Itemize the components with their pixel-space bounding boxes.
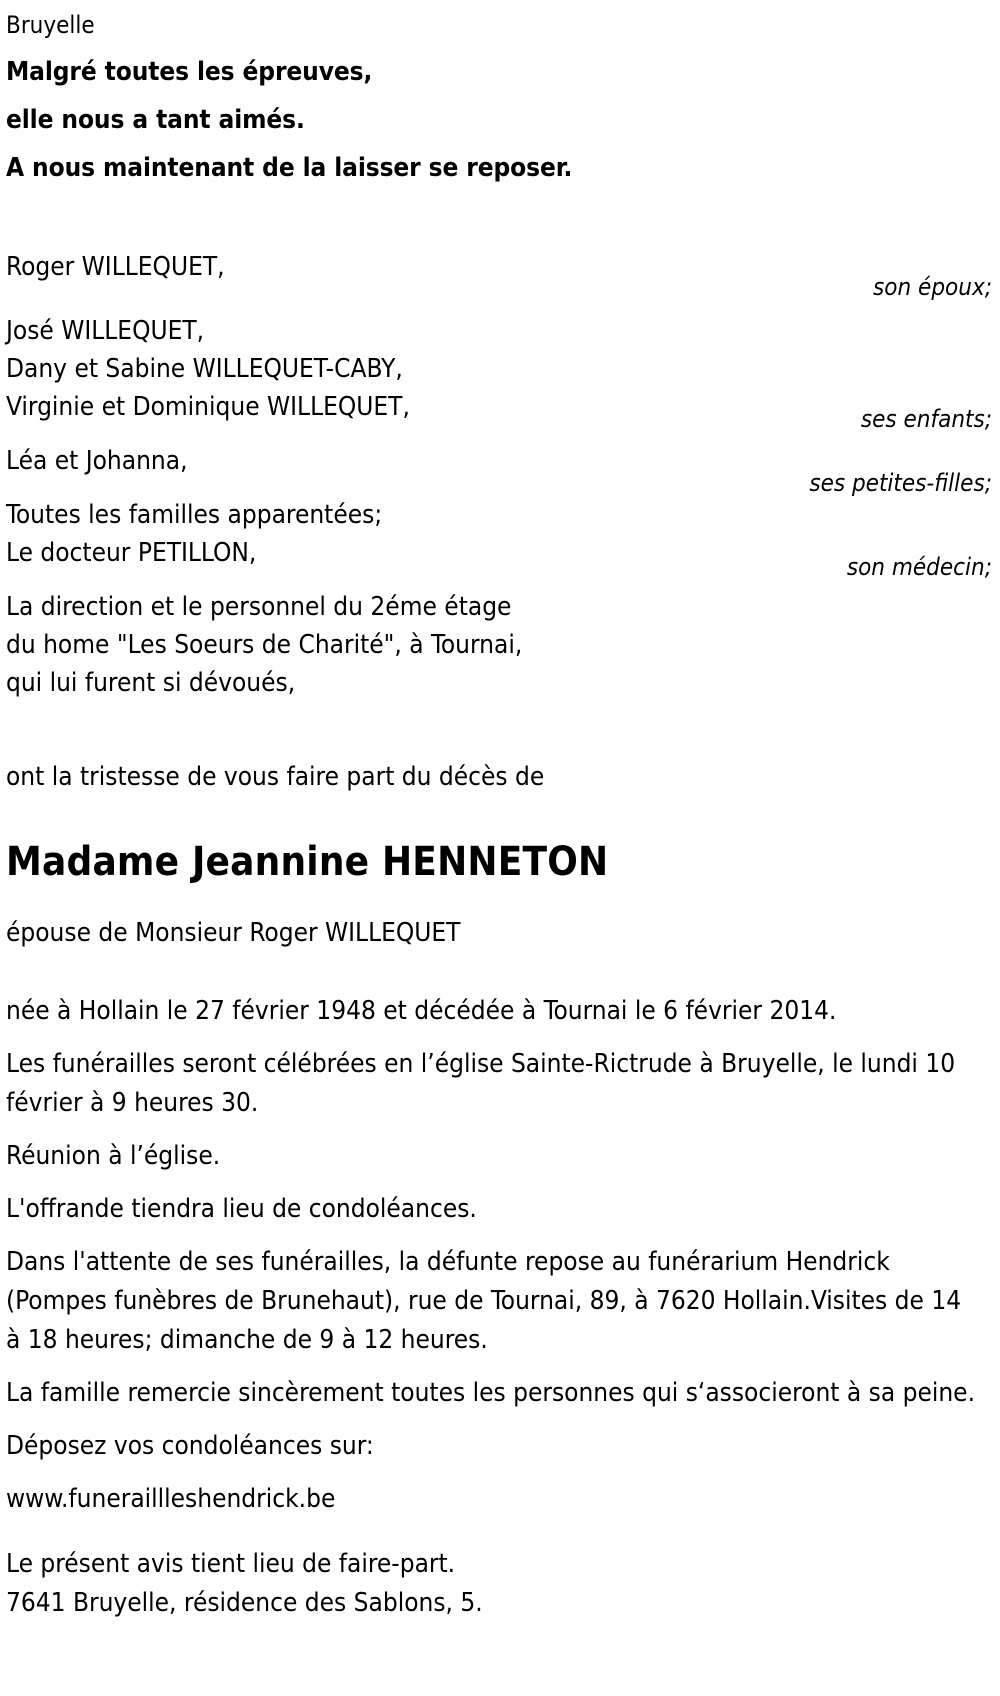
footer-block [0,1545,1000,1623]
relation-name: Dany et Sabine WILLEQUET-CABY, [6,354,403,384]
relation-name: Toutes les familles apparentées; [6,500,383,530]
detail-paragraph-funerarium: Dans l'attente de ses funérailles, la défunte repose au funérarium Hendrick (Pompes funèbres de Brunehaut), rue de Tournai, 89, à 7620 Hollain.Visites de 14 à 18 heures; dimanche de 9 à 12 heures. [6,1247,962,1355]
relation-name: Léa et Johanna, [6,446,188,476]
verse-line-3: A nous maintenant de la laisser se reposer. [6,153,573,183]
relation-name: Virginie et Dominique WILLEQUET, [6,392,410,422]
relation-group-spouse [0,248,1000,301]
verse-line-2: elle nous a tant aimés. [6,105,305,135]
relation-name: qui lui furent si dévoués, [6,668,296,698]
deceased-name: Madame Jeannine HENNETON [6,839,609,885]
locality-label: Bruyelle [6,11,95,39]
relation-group-children [0,312,1000,433]
detail-paragraph-thanks: La famille remercie sincèrement toutes les personnes qui s‘associeront à sa peine. [6,1378,975,1408]
spacer [0,286,1000,312]
condolences-url-link[interactable]: www.funeraillleshendrick.be [6,1484,336,1514]
relation-name: Roger WILLEQUET, [6,252,225,282]
relation-group-home-staff [0,588,1000,702]
relation-label-doctor: son médecin; [846,553,992,581]
relation-name: du home "Les Soeurs de Charité", à Tournai, [6,630,523,660]
footer-line-notice: Le présent avis tient lieu de faire-part. [6,1549,456,1579]
detail-paragraph-reunion: Réunion à l’église. [6,1141,221,1171]
relation-name: Le docteur PETILLON, [6,538,257,568]
relation-name: La direction et le personnel du 2éme étage [6,592,512,622]
verse-line-1: Malgré toutes les épreuves, [6,57,373,87]
relation-label-spouse: son époux; [873,273,992,301]
spacer [0,426,1000,442]
spacer [0,192,1000,248]
footer-line-address: 7641 Bruyelle, résidence des Sablons, 5. [6,1588,483,1618]
spacer [0,1519,1000,1545]
relation-label-children: ses enfants; [860,405,992,433]
relation-name: José WILLEQUET, [6,316,205,346]
relation-label-granddaughters: ses petites-filles; [809,469,992,497]
announcement-text: ont la tristesse de vous faire part du décès de [6,762,545,792]
spacer [0,952,1000,992]
spouse-of-text: épouse de Monsieur Roger WILLEQUET [6,918,461,948]
spacer [0,796,1000,836]
relation-group-granddaughters [0,442,1000,497]
detail-paragraph-funeral: Les funérailles seront célébrées en l’église Sainte-Rictrude à Bruyelle, le lundi 10 février à 9 heures 30. [6,1049,956,1118]
detail-paragraph-offering: L'offrande tiendra lieu de condoléances. [6,1194,477,1224]
details-block [0,992,1000,1519]
verse-block [0,48,1000,192]
spacer [0,888,1000,914]
spacer [0,702,1000,758]
relation-group-doctor [0,496,1000,581]
detail-paragraph-birth-death: née à Hollain le 27 février 1948 et décédée à Tournai le 6 février 2014. [6,996,837,1026]
detail-paragraph-condolences-prompt: Déposez vos condoléances sur: [6,1431,374,1461]
